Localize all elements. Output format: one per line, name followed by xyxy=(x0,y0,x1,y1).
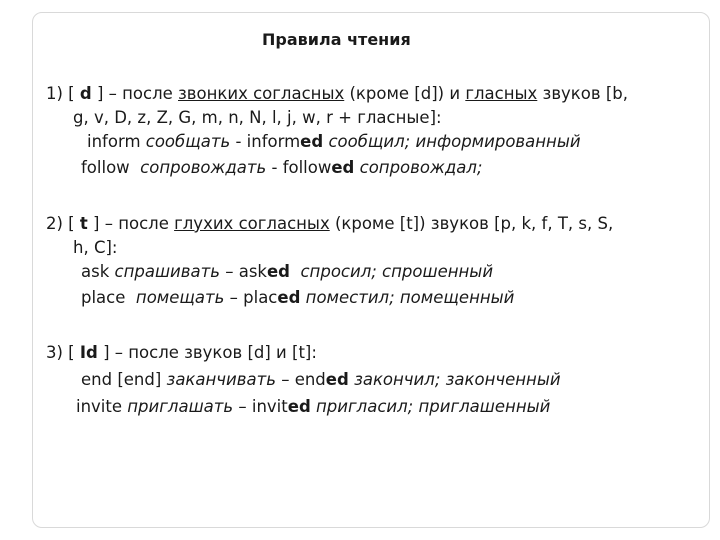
rule-3-example-2 xyxy=(76,397,550,416)
example-separator: - xyxy=(230,132,247,151)
rule-2-close: ] xyxy=(93,214,100,233)
past-suffix: ed xyxy=(331,158,355,177)
example-word: place xyxy=(81,288,126,307)
example-word: ask xyxy=(81,262,110,281)
past-stem: invit xyxy=(251,397,288,416)
past-stem: inform xyxy=(246,132,301,151)
past-suffix: ed xyxy=(266,262,290,281)
rule-3-number: 3) [ xyxy=(46,343,75,362)
example-separator: - xyxy=(266,158,283,177)
rule-2-sound: t xyxy=(79,214,88,233)
example-translation: заканчивать xyxy=(166,370,276,389)
rule-2-example-2 xyxy=(81,288,514,307)
rule-2-sounds: h, C]: xyxy=(73,238,118,257)
example-translation: помещать xyxy=(135,288,225,307)
rule-2-heading xyxy=(46,214,613,233)
rule-1-sounds: g, v, D, z, Z, G, m, n, N, l, j, w, r + гласные]: xyxy=(73,108,442,127)
rule-2-example-1 xyxy=(81,262,493,281)
rule-1-mid: (кроме [d]) и xyxy=(344,84,466,103)
rule-1-heading xyxy=(46,84,628,103)
past-suffix: ed xyxy=(287,397,311,416)
example-word: invite xyxy=(76,397,123,416)
rule-3-example-1 xyxy=(81,370,561,389)
example-word: inform xyxy=(87,132,141,151)
past-stem: plac xyxy=(243,288,278,307)
rule-1-vowels: гласных xyxy=(465,84,538,103)
past-suffix: ed xyxy=(277,288,301,307)
example-separator: – xyxy=(233,397,252,416)
example-word: follow xyxy=(81,158,130,177)
rule-1-sound: d xyxy=(79,84,92,103)
example-translation: сопровождать xyxy=(140,158,267,177)
rule-3-tail: – после звуков [d] и [t]: xyxy=(109,343,317,362)
rule-3-heading xyxy=(46,343,317,362)
example-translation: спрашивать xyxy=(114,262,220,281)
rule-2-voiceless: глухих согласных xyxy=(174,214,330,233)
slide-title: Правила чтения xyxy=(262,30,411,49)
rule-2-tail: (кроме [t]) звуков [p, k, f, T, s, S, xyxy=(329,214,614,233)
example-word: end [end] xyxy=(81,370,162,389)
example-translation: приглашать xyxy=(127,397,234,416)
example-separator: – xyxy=(224,288,244,307)
past-translation: поместил; помещенный xyxy=(305,288,515,307)
rule-1-tail: звуков [b, xyxy=(537,84,628,103)
past-stem: end xyxy=(294,370,326,389)
example-separator: – xyxy=(275,370,295,389)
rule-3-sound: Id xyxy=(79,343,98,362)
past-translation: спросил; спрошенный xyxy=(300,262,494,281)
past-suffix: ed xyxy=(325,370,349,389)
rule-1-example-2 xyxy=(81,158,482,177)
rule-1-number: 1) [ xyxy=(46,84,75,103)
rule-2-intro: – после xyxy=(99,214,175,233)
past-translation: сообщил; информированный xyxy=(328,132,581,151)
rule-1-close: ] xyxy=(96,84,104,103)
past-stem: follow xyxy=(282,158,332,177)
past-translation: пригласил; приглашенный xyxy=(316,397,551,416)
rule-1-intro: – после xyxy=(103,84,179,103)
example-translation: сообщать xyxy=(145,132,231,151)
past-suffix: ed xyxy=(300,132,324,151)
past-translation: сопровождал; xyxy=(359,158,483,177)
past-stem: ask xyxy=(238,262,267,281)
past-translation: закончил; законченный xyxy=(354,370,561,389)
example-separator: – xyxy=(219,262,239,281)
rule-1-example-1 xyxy=(87,132,581,151)
rule-1-voiced: звонких согласных xyxy=(178,84,345,103)
rule-3-close: ] xyxy=(103,343,110,362)
rule-2-number: 2) [ xyxy=(46,214,75,233)
